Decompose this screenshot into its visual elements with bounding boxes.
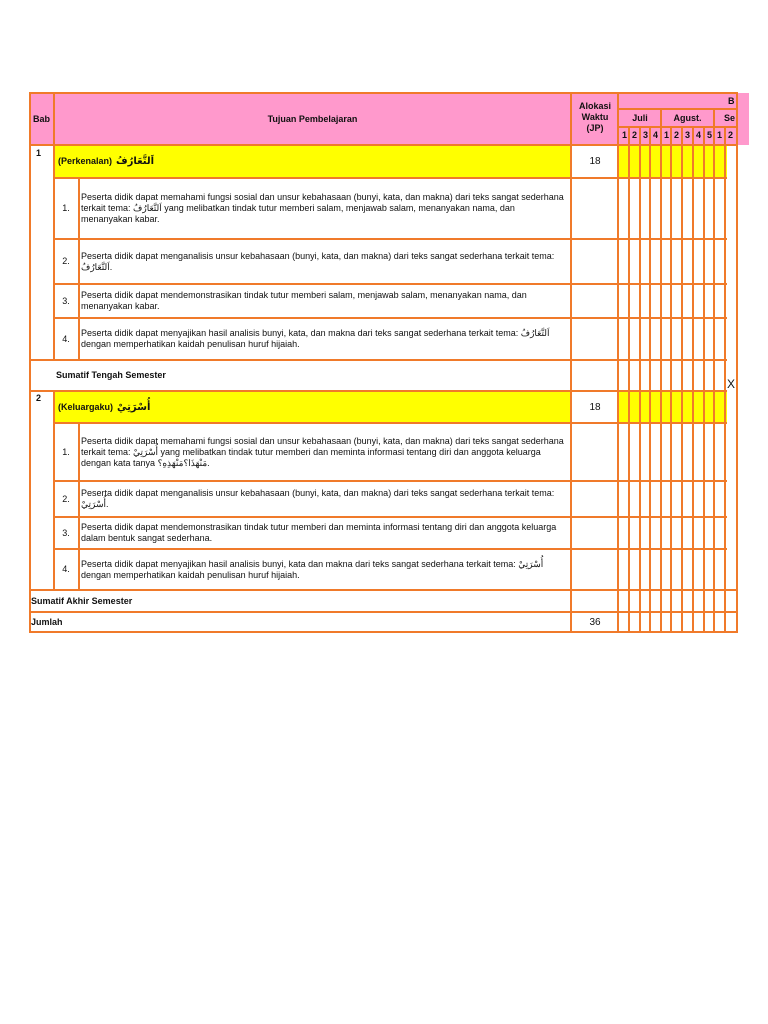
sumatif-tengah-label: Sumatif Tengah Semester [56, 370, 166, 380]
grid-line [54, 422, 727, 424]
week-number: 2 [673, 130, 679, 140]
grid-line [29, 589, 738, 591]
grid-line [53, 92, 55, 360]
header-tujuan: Tujuan Pembelajaran [267, 113, 358, 124]
grid-line [617, 92, 619, 633]
sumatif-akhir-label: Sumatif Akhir Semester [31, 596, 133, 606]
grid-line [703, 126, 705, 633]
chapter-number: 1 [36, 148, 42, 158]
grid-line [29, 359, 727, 361]
week-number: 3 [642, 130, 648, 140]
x-mark: X [727, 377, 736, 391]
grid-line [619, 108, 738, 110]
grid-line [29, 92, 31, 633]
grid-line [78, 177, 80, 360]
chapter-title-arabic: اَلتَّعَارُفُ [116, 156, 155, 167]
header-bab: Bab [32, 113, 50, 124]
header-bulan: B [728, 96, 735, 106]
week-number: 2 [727, 130, 733, 140]
grid-line [29, 631, 738, 633]
item-text: Peserta didik dapat mendemonstrasikan tindak tutur memberi dan meminta informasi tentang diri dan anggota keluarga dalam bentuk sangat sederhana. [81, 522, 557, 543]
week-number: 2 [631, 130, 637, 140]
grid-line [78, 422, 80, 590]
item-number: 4. [62, 333, 70, 344]
chapter-calendar-highlight [619, 391, 727, 423]
item-number: 3. [62, 295, 70, 306]
item-number: 3. [62, 527, 70, 538]
grid-line [29, 92, 738, 94]
item-number: 1. [62, 446, 70, 457]
grid-line [29, 611, 738, 613]
grid-line [628, 126, 630, 633]
week-number: 5 [706, 130, 712, 140]
week-number: 4 [652, 130, 658, 140]
item-text: Peserta didik dapat memahami fungsi sosial dan unsur kebahasaan (bunyi, kata, dan makna) dari teks sangat sederhana terkait tema: اَلتَّعَارُفُ yang melibatkan tindak tutur memberi salam, menjawab salam, menanyakan nama, dan menanyakan kabar. [81, 192, 564, 224]
grid-line [54, 238, 727, 240]
chapter-jp: 18 [589, 401, 601, 413]
month-september: Se [724, 113, 736, 123]
header-alokasi-line1: Alokasi [578, 101, 611, 111]
month-agustus: Agust. [673, 113, 702, 123]
jumlah-label: Jumlah [31, 616, 63, 627]
item-number: 4. [62, 564, 70, 574]
grid-line [570, 92, 572, 633]
grid-line [54, 283, 727, 285]
grid-line [713, 108, 715, 633]
chapter-title-latin: (Keluargaku) [58, 401, 114, 412]
week-number: 1 [716, 130, 722, 140]
month-juli: Juli [632, 113, 648, 123]
grid-line [53, 390, 55, 590]
chapter-jp: 18 [589, 156, 601, 167]
grid-line [29, 144, 738, 146]
week-number: 1 [621, 130, 627, 140]
item-number: 2. [62, 256, 70, 266]
grid-line [660, 108, 662, 633]
grid-line [54, 548, 727, 550]
grid-line [639, 126, 641, 633]
week-number: 4 [695, 130, 701, 140]
week-number: 3 [684, 130, 690, 140]
grid-line [54, 177, 727, 179]
jumlah-value: 36 [589, 616, 601, 628]
grid-line [724, 126, 726, 633]
grid-line [54, 516, 727, 518]
grid-line [29, 390, 727, 392]
grid-line [649, 126, 651, 633]
chapter-title [54, 391, 571, 423]
item-text: Peserta didik dapat menganalisis unsur kebahasaan (bunyi, kata, dan makna) dari teks sangat sederhana terkait tema: أُسْرَتِيْ. [81, 488, 555, 509]
chapter-number: 2 [36, 393, 42, 403]
grid-line [54, 317, 727, 319]
chapter-title [54, 145, 571, 178]
item-number: 2. [62, 493, 70, 504]
week-number: 1 [663, 130, 669, 140]
grid-line [692, 126, 694, 633]
header-alokasi-line2: Waktu [581, 112, 609, 122]
item-number: 1. [62, 203, 70, 213]
grid-line [670, 126, 672, 633]
grid-line [681, 126, 683, 633]
item-text: Peserta didik dapat mendemonstrasikan tindak tutur memberi salam, menjawab salam, menanyakan nama, dan menanyakan kabar. [81, 290, 527, 311]
chapter-title-arabic: أُسْرَتِيْ [117, 401, 151, 413]
chapter-calendar-highlight [619, 145, 727, 178]
item-text: Peserta didik dapat menyajikan hasil analisis bunyi, kata dan makna dari teks sangat sederhana terkait tema: أُسْرَتِيْ dengan memperhatikan kaidah penulisan huruf hijaiah. [81, 558, 544, 580]
header-alokasi [571, 101, 619, 137]
grid-line [736, 92, 738, 633]
grid-line [619, 126, 738, 128]
item-text: Peserta didik dapat menganalisis unsur kebahasaan (bunyi, kata, dan makna) dari teks sangat sederhana terkait tema: اَلتَّعَارُفُ. [81, 250, 555, 272]
header-alokasi-line3: (JP) [586, 123, 604, 133]
chapter-title-latin: (Perkenalan) [58, 156, 113, 166]
item-text: Peserta didik dapat memahami fungsi sosial dan unsur kebahasaan (bunyi, kata, dan makna) dari teks sangat sederhana terkait tema: أُسْرَتِيْ yang melibatkan tindak tutur memberi dan meminta informasi tentang diri dan anggota keluarga dengan kata tanya مَنْهَذَا؟مَنْهَذِهِ؟. [81, 435, 564, 468]
item-text: Peserta didik dapat menyajikan hasil analisis bunyi, kata, dan makna dari teks sangat sederhana terkait tema: اَلتَّعَارُفُ dengan memperhatikan kaidah penulisan huruf hijaiah. [81, 328, 550, 349]
grid-line [54, 480, 727, 482]
